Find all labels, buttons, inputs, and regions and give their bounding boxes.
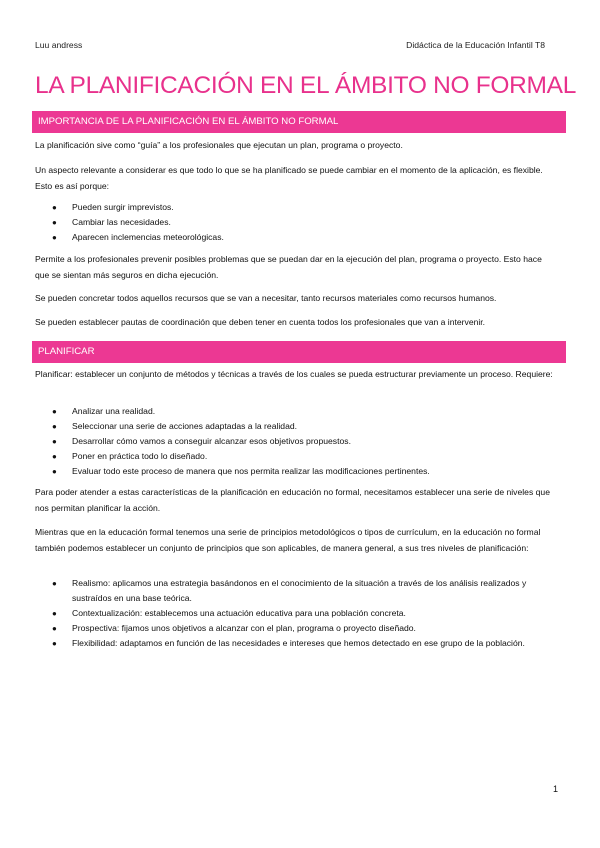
section-heading-planificar: PLANIFICAR — [32, 341, 566, 363]
page-title: LA PLANIFICACIÓN EN EL ÁMBITO NO FORMAL — [35, 72, 577, 99]
bullet-icon: ● — [52, 233, 57, 242]
header-course: Didáctica de la Educación Infantil T8 — [406, 40, 545, 50]
header-author: Luu andress — [35, 40, 83, 50]
bullet-icon: ● — [52, 422, 57, 431]
paragraph: Para poder atender a estas características de la planificación en educación no formal, necesitamos establecer una serie de niveles que nos permitan planificar la acción. — [35, 487, 550, 513]
bullet-list — [52, 200, 562, 245]
bullet-icon: ● — [52, 579, 57, 588]
list-item: ● Analizar una realidad. — [52, 404, 562, 419]
bullet-icon: ● — [52, 437, 57, 446]
list-item: ● Realismo: aplicamos una estrategia basándonos en el conocimiento de la situación a través de los análisis realizados y sustraídos en una base teórica. — [52, 578, 527, 603]
bullet-icon: ● — [52, 639, 57, 648]
list-item: ● Poner en práctica todo lo diseñado. — [52, 449, 562, 464]
list-item: ● Evaluar todo este proceso de manera que nos permita realizar las modificaciones pertinentes. — [52, 464, 562, 479]
bullet-icon: ● — [52, 609, 57, 618]
bullet-list — [52, 404, 562, 479]
list-item: ● Seleccionar una serie de acciones adaptadas a la realidad. — [52, 419, 562, 434]
paragraph: Mientras que en la educación formal tenemos una serie de principios metodológicos o tipos de currículum, en la educación no formal también podemos establecer un conjunto de principios que son aplicables, de manera general, a sus tres niveles de planificación: — [35, 527, 541, 553]
list-item: ● Desarrollar cómo vamos a conseguir alcanzar esos objetivos propuestos. — [52, 434, 562, 449]
list-item: ● Cambiar las necesidades. — [52, 215, 562, 230]
paragraph: La planificación sive como “guía” a los profesionales que ejecutan un plan, programa o proyecto. — [35, 140, 403, 150]
paragraph: Planificar: establecer un conjunto de métodos y técnicas a través de los cuales se pueda estructurar previamente un proceso. Requiere: — [35, 369, 553, 379]
list-item: ● Flexibilidad: adaptamos en función de las necesidades e intereses que hemos detectado en ese grupo de la población. — [52, 636, 562, 651]
bullet-icon: ● — [52, 467, 57, 476]
list-item: ● Contextualización: establecemos una actuación educativa para una población concreta. — [52, 606, 562, 621]
bullet-icon: ● — [52, 452, 57, 461]
bullet-icon: ● — [52, 203, 57, 212]
section-heading-importancia: IMPORTANCIA DE LA PLANIFICACIÓN EN EL ÁMBITO NO FORMAL — [32, 111, 566, 133]
paragraph: Se pueden establecer pautas de coordinación que deben tener en cuenta todos los profesionales que van a intervenir. — [35, 317, 486, 327]
list-item: ● Aparecen inclemencias meteorológicas. — [52, 230, 562, 245]
paragraph: Se pueden concretar todos aquellos recursos que se van a necesitar, tanto recursos materiales como recursos humanos. — [35, 293, 497, 303]
bullet-icon: ● — [52, 218, 57, 227]
bullet-icon: ● — [52, 624, 57, 633]
list-item: ● Prospectiva: fijamos unos objetivos a alcanzar con el plan, programa o proyecto diseñado. — [52, 621, 562, 636]
bullet-icon: ● — [52, 407, 57, 416]
paragraph: Permite a los profesionales prevenir posibles problemas que se puedan dar en la ejecución del plan, programa o proyecto. Esto hace que se sientan más seguros en dicha ejecución. — [35, 254, 542, 280]
paragraph: Un aspecto relevante a considerar es que todo lo que se ha planificado se puede cambiar en el momento de la aplicación, es flexible. Esto es así porque: — [35, 165, 543, 191]
list-item: ● Pueden surgir imprevistos. — [52, 200, 562, 215]
page-number: 1 — [552, 784, 558, 794]
bullet-list — [52, 576, 562, 651]
